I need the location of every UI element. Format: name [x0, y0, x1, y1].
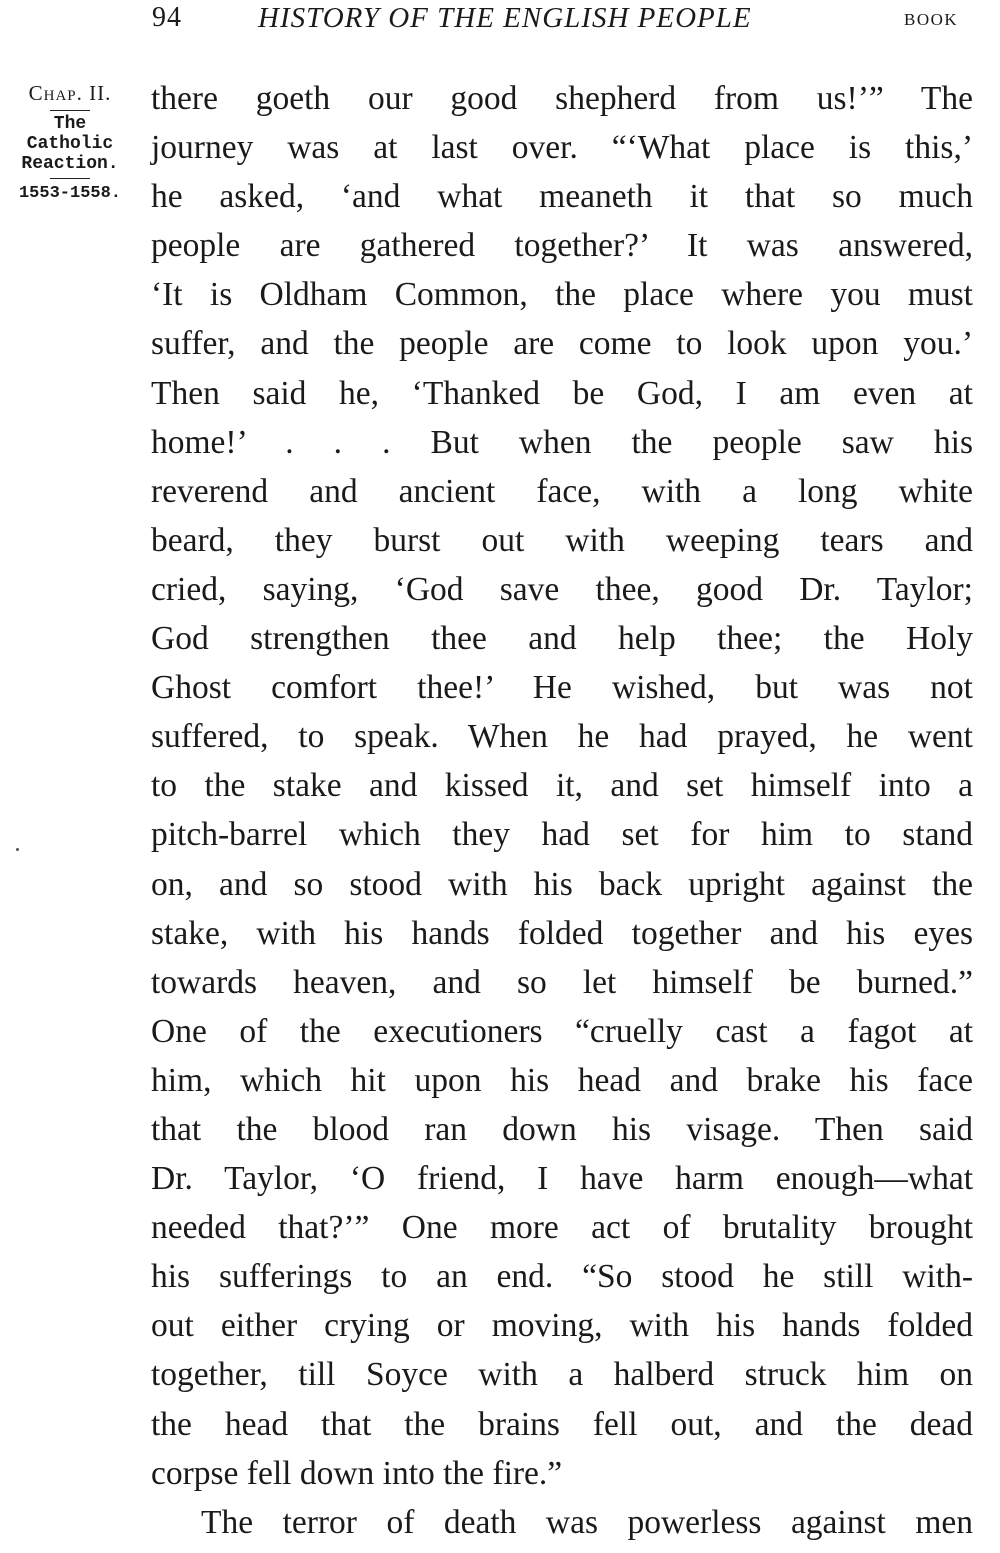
text-line: beard, they burst out with weeping tears and	[151, 521, 973, 559]
topic-line-1: The	[53, 114, 87, 134]
margin-rule	[50, 110, 90, 111]
topic-line-2: Catholic	[26, 134, 114, 154]
text-line: out either crying or moving, with his hands folded	[151, 1307, 973, 1345]
text-line: people are gathered together?’ It was answered,	[151, 227, 973, 265]
running-title: HISTORY OF THE ENGLISH PEOPLE	[258, 2, 752, 34]
text-line: Dr. Taylor, ‘O friend, I have harm enough—what	[151, 1160, 973, 1198]
text-line: God strengthen thee and help thee; the Holy	[151, 620, 973, 658]
text-line: to the stake and kissed it, and set himself into a	[151, 767, 973, 805]
page-header	[0, 2, 1000, 42]
text-line: suffered, to speak. When he had prayed, he went	[151, 718, 973, 756]
book-label: BOOK	[904, 10, 959, 29]
body-text	[151, 74, 973, 1547]
text-line: One of the executioners “cruelly cast a fagot at	[151, 1012, 973, 1050]
text-line: Then said he, ‘Thanked be God, I am even at	[151, 374, 973, 412]
text-line: Ghost comfort thee!’ He wished, but was not	[151, 669, 973, 707]
stray-mark	[16, 848, 19, 851]
text-line: pitch-barrel which they had set for him to stand	[151, 816, 973, 854]
text-line: towards heaven, and so let himself be burned.”	[151, 963, 973, 1001]
text-line: ‘It is Oldham Common, the place where you must	[151, 276, 973, 314]
text-line: the head that the brains fell out, and the dead	[151, 1405, 973, 1443]
chapter-label: Chap. II.	[28, 81, 112, 105]
year-range: 1553-1558.	[18, 184, 122, 203]
text-line: him, which hit upon his head and brake his face	[151, 1061, 973, 1099]
topic-line-3: Reaction.	[21, 154, 119, 174]
text-line: together, till Soyce with a halberd struck him on	[151, 1356, 973, 1394]
text-line: he asked, ‘and what meaneth it that so much	[151, 178, 973, 216]
paragraph-start-line: The terror of death was powerless against men	[201, 1503, 973, 1541]
text-line: there goeth our good shepherd from us!’” The	[151, 80, 973, 117]
text-line: cried, saying, ‘God save thee, good Dr. Taylor;	[151, 570, 973, 608]
page-number: 94	[152, 2, 182, 33]
text-line: his sufferings to an end. “So stood he still with-	[151, 1258, 973, 1296]
margin-rule	[50, 178, 90, 179]
text-line: stake, with his hands folded together and his eyes	[151, 914, 973, 952]
text-line: home!’ . . . But when the people saw his	[151, 423, 973, 461]
text-line: suffer, and the people are come to look upon you.’	[151, 325, 973, 363]
text-line: that the blood ran down his visage. Then said	[151, 1110, 973, 1148]
margin-notes	[0, 80, 140, 206]
text-line: corpse fell down into the fire.”	[151, 1454, 563, 1492]
text-line: needed that?’” One more act of brutality brought	[151, 1209, 973, 1247]
text-line: journey was at last over. “‘What place is this,’	[151, 129, 973, 167]
text-line: reverend and ancient face, with a long white	[151, 472, 973, 510]
text-line: on, and so stood with his back upright against the	[151, 865, 973, 903]
